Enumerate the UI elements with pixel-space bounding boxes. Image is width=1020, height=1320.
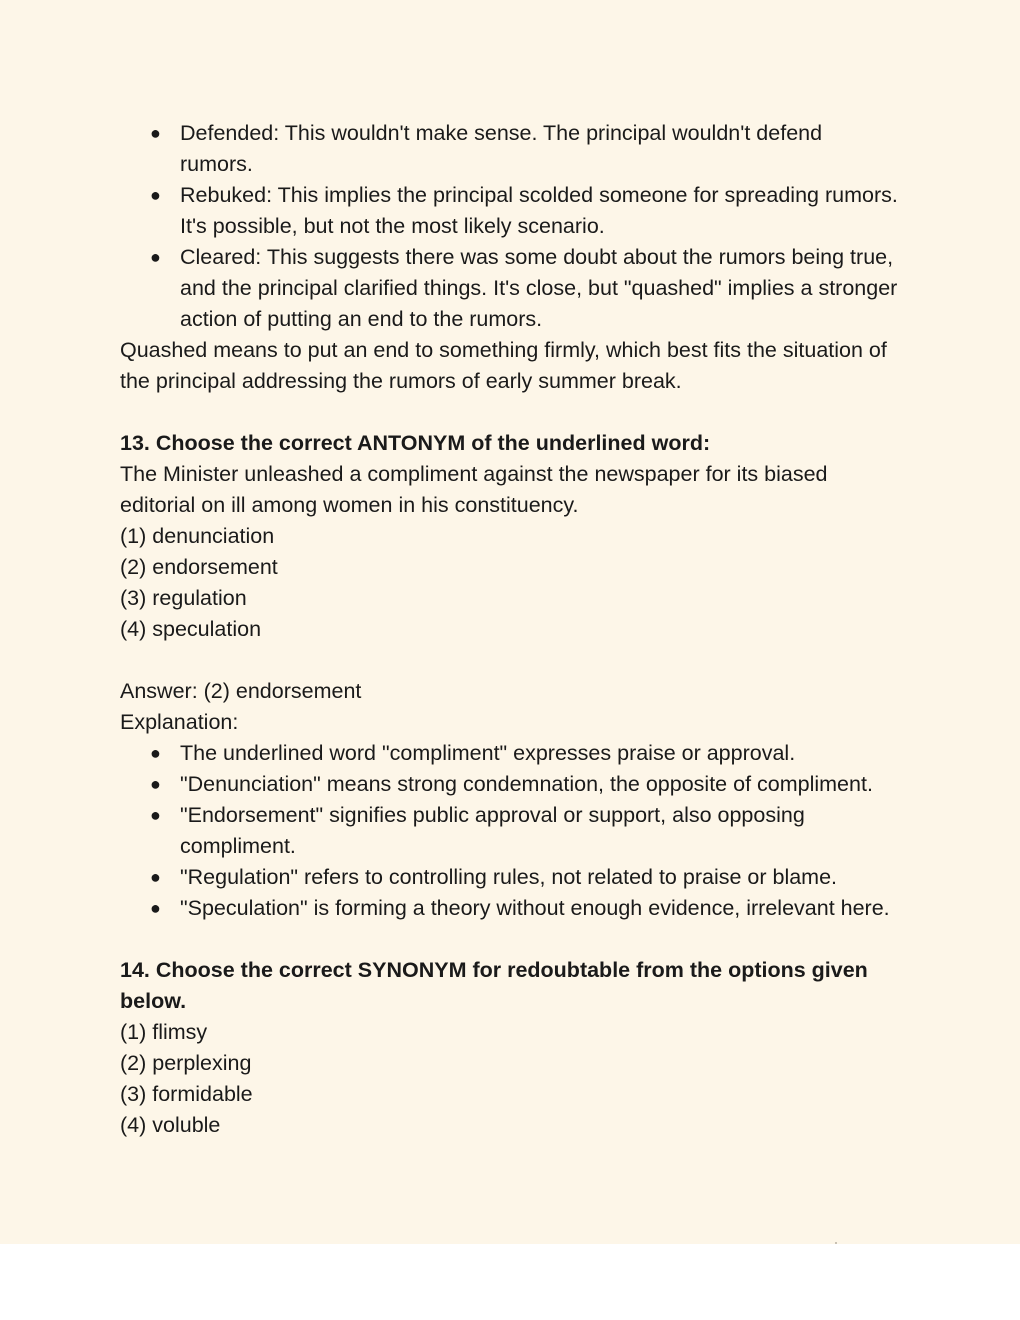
list-item: ● Rebuked: This implies the principal scolded someone for spreading rumors. It's possible, but not the most likely scenario.: [120, 180, 900, 242]
q14-option: (4) voluble: [120, 1113, 221, 1137]
list-item: ● "Speculation" is forming a theory without enough evidence, irrelevant here.: [120, 893, 900, 924]
list-item: ● Defended: This wouldn't make sense. The principal wouldn't defend rumors.: [120, 118, 900, 180]
bullet-icon: ●: [150, 805, 161, 825]
list-item: ● Cleared: This suggests there was some doubt about the rumors being true, and the principal clarified things. It's close, but "quashed" implies a stronger action of putting an end to the rumors.: [120, 242, 900, 335]
page-speck: [835, 1242, 837, 1244]
bullet-icon: ●: [150, 774, 161, 794]
bullet-icon: ●: [150, 743, 161, 763]
list-item: ● The underlined word "compliment" expresses praise or approval.: [120, 738, 900, 769]
page-content: [120, 118, 900, 1141]
bullet-icon: ●: [150, 123, 161, 143]
q13-heading: 13. Choose the correct ANTONYM of the underlined word:: [120, 431, 711, 455]
q12-conclusion: Quashed means to put an end to something firmly, which best fits the situation of the principal addressing the rumors of early summer break.: [120, 338, 887, 393]
q13-option: (1) denunciation: [120, 524, 275, 548]
q13-answer: Answer: (2) endorsement: [120, 679, 362, 703]
q13-option: (2) endorsement: [120, 555, 278, 579]
list-item: ● "Denunciation" means strong condemnation, the opposite of compliment.: [120, 769, 900, 800]
q13-sentence: The Minister unleashed a compliment against the newspaper for its biased editorial on ill among women in his constituency.: [120, 462, 828, 517]
bullet-icon: ●: [150, 247, 161, 267]
q14-option: (1) flimsy: [120, 1020, 208, 1044]
q13-explanation-list: [120, 738, 900, 924]
list-item: ● "Endorsement" signifies public approval or support, also opposing compliment.: [120, 800, 900, 862]
q14-heading: 14. Choose the correct SYNONYM for redoubtable from the options given below.: [120, 958, 868, 1013]
q13-option: (3) regulation: [120, 586, 247, 610]
bullet-icon: ●: [150, 185, 161, 205]
q12-option-analysis-list: [120, 118, 900, 335]
bullet-icon: ●: [150, 898, 161, 918]
q13-option: (4) speculation: [120, 617, 262, 641]
q14-option: (2) perplexing: [120, 1051, 252, 1075]
list-item: ● "Regulation" refers to controlling rules, not related to praise or blame.: [120, 862, 900, 893]
bullet-icon: ●: [150, 867, 161, 887]
q13-explanation-label: Explanation:: [120, 710, 239, 734]
q14-option: (3) formidable: [120, 1082, 253, 1106]
